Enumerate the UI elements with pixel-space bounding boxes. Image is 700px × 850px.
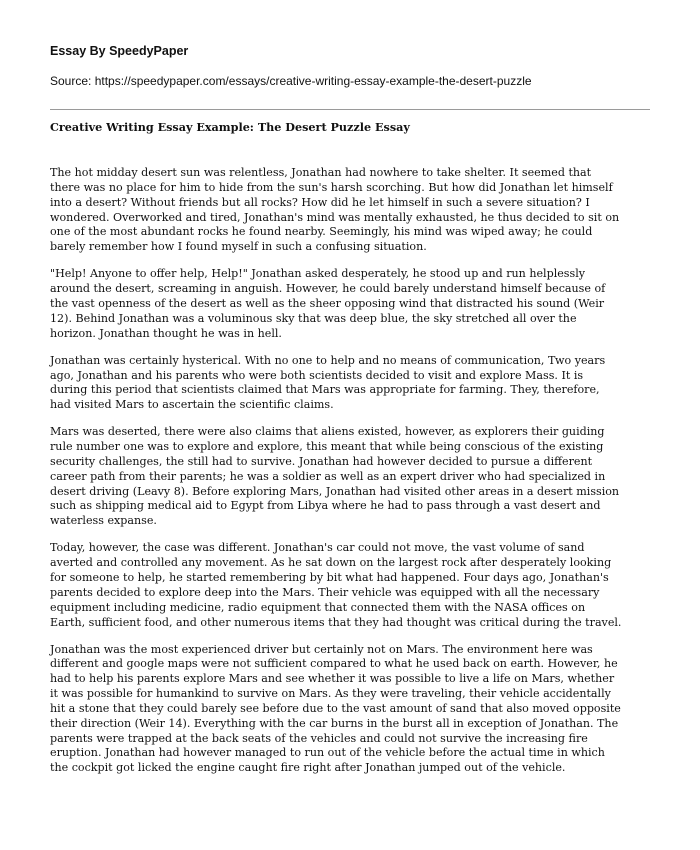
text-line: waterless expanse. <box>50 514 157 528</box>
text-line: parents decided to explore deep into the Mars. Their vehicle was equipped with all the necessary <box>50 585 600 599</box>
text-line: during this period that scientists claimed that Mars was appropriate for farming. They, therefore, <box>50 383 600 397</box>
text-line: rule number one was to explore and explore, this meant that while being conscious of the existing <box>50 440 604 454</box>
text-line: one of the most abundant rocks he found nearby. Seemingly, his mind was wiped away; he could <box>50 225 593 239</box>
text-line: 12). Behind Jonathan was a voluminous sky that was deep blue, the sky stretched all over the <box>50 311 577 325</box>
text-line: such as shipping medical aid to Egypt from Libya where he had to pass through a vast desert and <box>50 499 601 513</box>
essay-body <box>50 166 680 788</box>
text-line: horizon. Jonathan thought he was in hell. <box>50 326 282 340</box>
text-line: the vast openness of the desert as well as the sheer opposing wind that distracted his sound (Weir <box>50 296 605 310</box>
text-line: desert driving (Leavy 8). Before exploring Mars, Jonathan had visited other areas in a desert mission <box>50 484 620 498</box>
header-divider <box>50 109 650 110</box>
text-line: their direction (Weir 14). Everything with the car burns in the burst all in exception of Jonathan. The <box>50 716 619 730</box>
text-line: eruption. Jonathan had however managed to run out of the vehicle before the actual time in which <box>50 746 605 760</box>
paragraph <box>50 643 680 777</box>
text-line: for someone to help, he started remembering by bit what had happened. Four days ago, Jonathan's <box>50 571 609 584</box>
document-header-title: Essay By SpeedyPaper <box>50 44 189 58</box>
text-line: it was possible for humankind to survive on Mars. As they were traveling, their vehicle accidentally <box>50 687 611 701</box>
text-line: Jonathan was certainly hysterical. With no one to help and no means of communication, Two years <box>50 353 606 367</box>
text-line: the cockpit got licked the engine caught fire right after Jonathan jumped out of the vehicle. <box>50 761 566 775</box>
text-line: wondered. Overworked and tired, Jonathan's mind was mentally exhausted, he thus decided to sit on <box>50 210 620 224</box>
paragraph <box>50 267 680 341</box>
text-line: The hot midday desert sun was relentless, Jonathan had nowhere to take shelter. It seemed that <box>50 166 592 179</box>
text-line: Today, however, the case was different. Jonathan's car could not move, the vast volume of sand <box>50 541 585 555</box>
text-line: there was no place for him to hide from the sun's harsh scorching. But how did Jonathan let himself <box>50 180 613 194</box>
paragraph <box>50 354 680 413</box>
text-line: hit a stone that they could barely see before due to the vast amount of sand that also moved opposite <box>50 701 621 715</box>
paragraph <box>50 166 680 255</box>
text-line: security challenges, the still had to survive. Jonathan had however decided to pursue a different <box>50 454 593 468</box>
text-line: barely remember how I found myself in such a confusing situation. <box>50 240 427 254</box>
paragraph <box>50 425 680 529</box>
paragraph <box>50 541 680 630</box>
text-line: parents were trapped at the back seats of the vehicles and could not survive the increasing fire <box>50 731 588 745</box>
text-line: averted and controlled any movement. As he sat down on the largest rock after desperately looking <box>50 556 612 570</box>
text-line: Earth, sufficient food, and other numerous items that they had thought was critical during the travel. <box>50 615 622 629</box>
text-line: Mars was deserted, there were also claims that aliens existed, however, as explorers their guiding <box>50 425 605 439</box>
essay-title: Creative Writing Essay Example: The Desert Puzzle Essay <box>50 120 410 134</box>
text-line: equipment including medicine, radio equipment that connected them with the NASA offices on <box>50 600 586 614</box>
text-line: ago, Jonathan and his parents who were both scientists decided to visit and explore Mass. It is <box>50 368 584 382</box>
text-line: "Help! Anyone to offer help, Help!" Jonathan asked desperately, he stood up and run helplessly <box>50 267 586 281</box>
text-line: around the desert, screaming in anguish. However, he could barely understand himself because of <box>50 282 606 296</box>
text-line: career path from their parents; he was a soldier as well as an expert driver who had specialized in <box>50 469 606 483</box>
source-line: Source: https://speedypaper.com/essays/creative-writing-essay-example-the-desert-puzzle <box>50 74 532 88</box>
text-line: had to help his parents explore Mars and see whether it was possible to live a life on Mars, whether <box>50 672 615 686</box>
text-line: Jonathan was the most experienced driver but certainly not on Mars. The environment here was <box>50 642 593 656</box>
text-line: different and google maps were not sufficient compared to what he used back on earth. However, he <box>50 657 618 671</box>
text-line: into a desert? Without friends but all rocks? How did he let himself in such a severe situation? I <box>50 195 590 209</box>
text-line: had visited Mars to ascertain the scientific claims. <box>50 398 334 412</box>
